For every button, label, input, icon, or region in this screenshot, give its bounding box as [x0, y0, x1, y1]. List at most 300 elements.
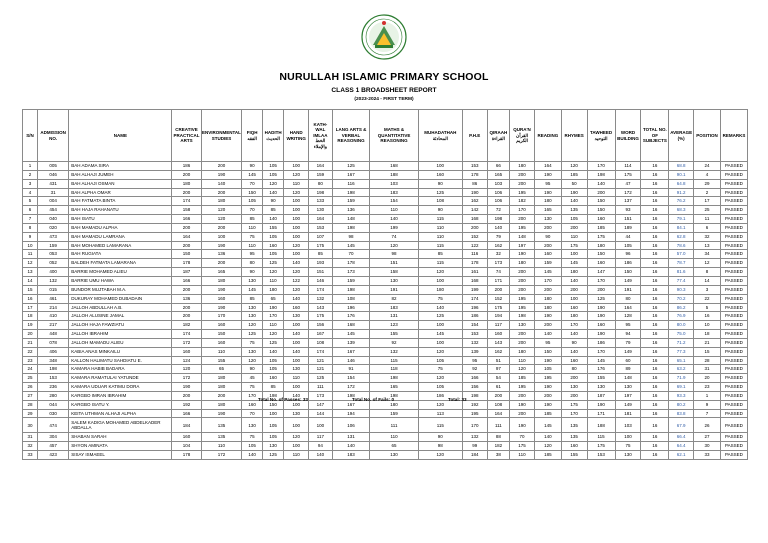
table-cell: 77.3: [669, 347, 694, 356]
table-cell: 4: [23, 188, 38, 197]
table-cell: 116: [332, 179, 370, 188]
table-cell: 170: [561, 409, 587, 418]
table-cell: 132: [38, 276, 69, 285]
table-cell: 75: [242, 232, 262, 241]
table-cell: KEITA UTHMAN ALHAJI ALPHA: [69, 409, 172, 418]
table-cell: PASSED: [720, 383, 747, 392]
table-cell: 172: [172, 374, 201, 383]
table-cell: 167: [332, 347, 370, 356]
table-cell: 200: [534, 223, 561, 232]
table-cell: KARGBO IMRAN IBRAHIM: [69, 391, 172, 400]
table-cell: 12: [23, 259, 38, 268]
table-cell: 31: [38, 188, 69, 197]
table-cell: 160: [561, 442, 587, 451]
table-cell: 105: [262, 418, 284, 433]
table-cell: 164: [172, 232, 201, 241]
table-cell: 410: [38, 312, 69, 321]
table-cell: 85: [242, 215, 262, 224]
table-cell: 130: [242, 418, 262, 433]
table-cell: 120: [242, 356, 262, 365]
table-cell: 190: [510, 400, 535, 409]
table-cell: 132: [462, 433, 487, 442]
table-cell: 162: [487, 241, 510, 250]
table-cell: 190: [534, 356, 561, 365]
table-cell: 153: [587, 451, 615, 460]
table-cell: 160: [587, 215, 615, 224]
table-cell: 103: [615, 418, 641, 433]
table-cell: 90: [242, 162, 262, 171]
table-cell: 153: [462, 330, 487, 339]
table-cell: 186: [587, 338, 615, 347]
table-cell: 159: [332, 276, 370, 285]
table-cell: 80: [242, 259, 262, 268]
table-cell: 16: [641, 276, 669, 285]
table-cell: 180: [201, 374, 242, 383]
table-cell: 140: [284, 330, 309, 339]
table-cell: 178: [172, 451, 201, 460]
table-cell: 120: [284, 170, 309, 179]
table-cell: 168: [462, 276, 487, 285]
table-cell: 125: [262, 338, 284, 347]
table-cell: 165: [534, 206, 561, 215]
table-cell: 115: [587, 433, 615, 442]
table-cell: 151: [615, 215, 641, 224]
table-cell: 100: [561, 250, 587, 259]
table-cell: 120: [418, 347, 462, 356]
table-cell: 180: [561, 268, 587, 277]
table-cell: 190: [462, 188, 487, 197]
table-cell: 105: [262, 356, 284, 365]
table-cell: 150: [615, 268, 641, 277]
table-cell: 115: [418, 241, 462, 250]
table-cell: 200: [510, 179, 535, 188]
table-cell: 193: [309, 259, 333, 268]
table-cell: 135: [561, 433, 587, 442]
table-cell: 145: [242, 285, 262, 294]
table-cell: PASSED: [720, 268, 747, 277]
table-row: [23, 338, 748, 347]
table-cell: 80.2: [669, 400, 694, 409]
table-cell: 140: [262, 188, 284, 197]
table-cell: 183: [332, 451, 370, 460]
session-label: (2023-2024 - FIRST TERM): [354, 97, 414, 102]
table-cell: 100: [262, 409, 284, 418]
table-cell: 200: [587, 188, 615, 197]
table-cell: 74: [487, 268, 510, 277]
table-cell: 150: [587, 250, 615, 259]
table-cell: 140: [262, 347, 284, 356]
table-cell: 16: [641, 250, 669, 259]
table-cell: 16: [641, 330, 669, 339]
table-cell: 155: [262, 223, 284, 232]
table-cell: 16: [641, 179, 669, 188]
table-cell: 150: [242, 188, 262, 197]
table-cell: 198: [332, 285, 370, 294]
table-cell: 145: [561, 259, 587, 268]
table-cell: 190: [587, 330, 615, 339]
table-cell: 74: [370, 232, 418, 241]
table-cell: 100: [284, 321, 309, 330]
table-cell: 125: [242, 330, 262, 339]
table-cell: 30: [694, 442, 721, 451]
table-cell: 16: [694, 312, 721, 321]
table-cell: 76.2: [669, 197, 694, 206]
table-cell: 140: [309, 451, 333, 460]
table-cell: 173: [487, 259, 510, 268]
table-cell: 86: [462, 179, 487, 188]
table-cell: 16: [641, 418, 669, 433]
table-cell: 182: [487, 442, 510, 451]
table-cell: 046: [38, 170, 69, 179]
table-cell: 110: [201, 442, 242, 451]
table-cell: 106: [487, 188, 510, 197]
column-header: POSITION: [694, 110, 721, 162]
table-cell: 148: [615, 374, 641, 383]
table-cell: 130: [534, 215, 561, 224]
table-cell: 198: [262, 391, 284, 400]
table-cell: 149: [615, 347, 641, 356]
table-cell: 172: [172, 338, 201, 347]
table-cell: 120: [284, 268, 309, 277]
table-cell: 159: [332, 197, 370, 206]
table-cell: 200: [510, 330, 535, 339]
table-cell: 130: [242, 312, 262, 321]
table-cell: 92: [462, 365, 487, 374]
table-cell: 16: [641, 215, 669, 224]
table-cell: 236: [38, 383, 69, 392]
table-cell: 186: [462, 312, 487, 321]
table-cell: 90: [242, 365, 262, 374]
table-cell: 186: [418, 391, 462, 400]
table-cell: 140: [332, 442, 370, 451]
table-cell: 61: [487, 383, 510, 392]
table-cell: KAMARA UDUAR KATIMU DORA: [69, 383, 172, 392]
table-cell: 105: [561, 215, 587, 224]
table-cell: 79: [615, 338, 641, 347]
table-cell: 189: [615, 223, 641, 232]
table-cell: PASSED: [720, 188, 747, 197]
table-cell: 198: [38, 365, 69, 374]
table-cell: BARRIE MOHAMED ALIEU: [69, 268, 172, 277]
table-cell: 200: [462, 223, 487, 232]
total-count: Total: 33: [448, 397, 467, 402]
table-cell: 111: [487, 418, 510, 433]
column-header: QIRAAH القراءة: [487, 110, 510, 162]
table-cell: 200: [172, 312, 201, 321]
table-cell: 140: [262, 215, 284, 224]
table-cell: 160: [172, 347, 201, 356]
table-cell: 68.8: [669, 162, 694, 171]
table-cell: 423: [38, 451, 69, 460]
table-cell: 90: [262, 197, 284, 206]
table-cell: 190: [201, 409, 242, 418]
table-cell: PASSED: [720, 347, 747, 356]
table-cell: 16: [641, 338, 669, 347]
table-cell: 20: [694, 374, 721, 383]
table-cell: 140: [201, 179, 242, 188]
table-cell: KARGBO ISATU Y.: [69, 400, 172, 409]
table-cell: 173: [309, 391, 333, 400]
table-cell: 178: [462, 170, 487, 179]
table-cell: 172: [201, 451, 242, 460]
table-cell: 94: [309, 442, 333, 451]
table-cell: 140: [284, 294, 309, 303]
table-cell: 136: [172, 294, 201, 303]
table-row: [23, 330, 748, 339]
table-cell: 155: [587, 374, 615, 383]
table-cell: JALLOH ALUSINE JAMAL: [69, 312, 172, 321]
table-cell: 3: [694, 285, 721, 294]
table-cell: 71.9: [669, 374, 694, 383]
table-cell: 105: [262, 170, 284, 179]
column-header: CREATIVE PRACTICAL ARTS: [172, 110, 201, 162]
table-cell: 107: [309, 232, 333, 241]
table-cell: 200: [510, 276, 535, 285]
table-cell: 195: [510, 303, 535, 312]
table-cell: PASSED: [720, 391, 747, 400]
table-cell: 8: [694, 268, 721, 277]
table-cell: 200: [510, 285, 535, 294]
table-cell: 90: [418, 179, 462, 188]
table-cell: 156: [462, 383, 487, 392]
table-cell: 16: [23, 294, 38, 303]
table-cell: 120: [172, 365, 201, 374]
table-cell: 110: [284, 451, 309, 460]
table-cell: 1: [23, 162, 38, 171]
table-cell: 198: [332, 391, 370, 400]
table-cell: BAH ALHAJI OSMAN: [69, 179, 172, 188]
table-cell: 62.8: [669, 232, 694, 241]
table-cell: 180: [510, 162, 535, 171]
table-cell: 16: [641, 312, 669, 321]
table-cell: 200: [561, 285, 587, 294]
table-cell: 130: [615, 383, 641, 392]
table-cell: 175: [487, 303, 510, 312]
table-row: [23, 259, 748, 268]
table-cell: 116: [462, 250, 487, 259]
table-cell: 25: [694, 206, 721, 215]
table-cell: 151: [370, 259, 418, 268]
table-cell: 175: [615, 170, 641, 179]
table-cell: 86.2: [669, 303, 694, 312]
table-cell: PASSED: [720, 162, 747, 171]
table-cell: 431: [38, 179, 69, 188]
table-cell: PASSED: [720, 374, 747, 383]
table-cell: 160: [487, 330, 510, 339]
table-cell: 75.0: [669, 330, 694, 339]
table-cell: 140: [370, 215, 418, 224]
table-cell: 135: [201, 433, 242, 442]
table-cell: 95: [534, 179, 561, 188]
table-cell: BAH HAJA RAHANATU: [69, 206, 172, 215]
table-row: [23, 206, 748, 215]
table-cell: 94: [615, 330, 641, 339]
table-cell: 90: [534, 232, 561, 241]
table-cell: 171: [487, 276, 510, 285]
table-cell: 191: [370, 285, 418, 294]
table-cell: 200: [510, 391, 535, 400]
table-cell: 030: [38, 409, 69, 418]
table-cell: 200: [201, 162, 242, 171]
table-cell: 21: [694, 338, 721, 347]
table-cell: 16: [641, 383, 669, 392]
table-cell: 180: [561, 312, 587, 321]
table-cell: 406: [38, 347, 69, 356]
table-row: [23, 294, 748, 303]
table-cell: BAH MOHAMED LAMARANA: [69, 241, 172, 250]
table-cell: 98: [418, 442, 462, 451]
table-cell: 198: [332, 188, 370, 197]
table-cell: 200: [172, 170, 201, 179]
table-cell: 10: [694, 321, 721, 330]
table-cell: 90: [242, 268, 262, 277]
table-cell: 200: [487, 285, 510, 294]
table-cell: 121: [309, 356, 333, 365]
table-cell: 110: [284, 374, 309, 383]
table-cell: 143: [487, 338, 510, 347]
table-cell: 166: [172, 215, 201, 224]
table-cell: PASSED: [720, 294, 747, 303]
header-row: [23, 110, 748, 162]
table-cell: 16: [641, 232, 669, 241]
table-cell: 120: [561, 162, 587, 171]
table-cell: 178: [462, 259, 487, 268]
table-cell: 164: [309, 162, 333, 171]
table-cell: PASSED: [720, 241, 747, 250]
table-cell: 150: [262, 400, 284, 409]
table-cell: 16: [641, 365, 669, 374]
table-cell: 130: [370, 451, 418, 460]
table-cell: PASSED: [720, 451, 747, 460]
table-cell: 105: [242, 197, 262, 206]
table-cell: 150: [587, 197, 615, 206]
table-cell: 24: [23, 365, 38, 374]
table-cell: 14: [23, 276, 38, 285]
table-cell: 132: [370, 347, 418, 356]
table-cell: 136: [332, 206, 370, 215]
table-cell: 3: [23, 179, 38, 188]
table-cell: 110: [418, 232, 462, 241]
table-cell: 90: [561, 338, 587, 347]
table-cell: 142: [462, 206, 487, 215]
table-cell: 176: [587, 365, 615, 374]
table-cell: 200: [201, 223, 242, 232]
table-cell: 198: [462, 391, 487, 400]
table-cell: 146: [332, 356, 370, 365]
table-cell: 125: [309, 374, 333, 383]
column-header: MATHS & QUANTITATIVE REASONING: [370, 110, 418, 162]
table-cell: 65: [262, 294, 284, 303]
table-cell: 150: [172, 250, 201, 259]
table-cell: 156: [309, 321, 333, 330]
table-cell: 78.6: [669, 241, 694, 250]
table-cell: 198: [309, 188, 333, 197]
table-cell: PASSED: [720, 321, 747, 330]
table-cell: 15: [694, 347, 721, 356]
table-cell: 70: [242, 409, 262, 418]
table-cell: 172: [615, 188, 641, 197]
table-cell: 130: [242, 303, 262, 312]
table-cell: 25: [23, 374, 38, 383]
table-cell: 108: [418, 197, 462, 206]
table-cell: 180: [172, 179, 201, 188]
table-cell: 23: [23, 356, 38, 365]
table-cell: 180: [587, 241, 615, 250]
table-cell: 195: [510, 188, 535, 197]
table-cell: JALLOH ABDULLAH A.B.: [69, 303, 172, 312]
table-cell: 103: [370, 179, 418, 188]
table-cell: 120: [284, 433, 309, 442]
table-cell: 164: [534, 162, 561, 171]
table-cell: 118: [370, 365, 418, 374]
table-cell: 200: [172, 303, 201, 312]
table-cell: 174: [462, 294, 487, 303]
table-cell: 82: [370, 294, 418, 303]
table-cell: 108: [309, 338, 333, 347]
table-cell: 137: [615, 197, 641, 206]
table-cell: 152: [462, 232, 487, 241]
table-cell: 135: [561, 418, 587, 433]
table-cell: 31: [23, 433, 38, 442]
table-cell: 136: [201, 250, 242, 259]
table-cell: 200: [534, 241, 561, 250]
table-cell: 164: [615, 303, 641, 312]
table-cell: PASSED: [720, 250, 747, 259]
table-cell: 200: [201, 391, 242, 400]
table-cell: 168: [462, 215, 487, 224]
table-cell: 181: [615, 409, 641, 418]
table-cell: 122: [462, 241, 487, 250]
table-cell: 85: [418, 250, 462, 259]
table-cell: 65.1: [669, 356, 694, 365]
table-cell: 159: [534, 259, 561, 268]
table-cell: 167: [332, 170, 370, 179]
table-cell: 120: [284, 241, 309, 250]
table-cell: 110: [242, 223, 262, 232]
table-cell: PASSED: [720, 442, 747, 451]
table-cell: 34: [694, 250, 721, 259]
table-cell: 198: [332, 223, 370, 232]
table-cell: 16: [641, 259, 669, 268]
table-cell: 111: [309, 383, 333, 392]
table-cell: 190: [561, 188, 587, 197]
table-cell: 66: [487, 162, 510, 171]
table-cell: 4: [694, 170, 721, 179]
table-cell: 153: [309, 223, 333, 232]
table-cell: 143: [309, 303, 333, 312]
table-cell: 75: [418, 365, 462, 374]
table-cell: 140: [561, 276, 587, 285]
table-row: [23, 356, 748, 365]
table-cell: 18: [694, 330, 721, 339]
table-row: [23, 303, 748, 312]
table-cell: 75: [242, 383, 262, 392]
table-cell: 80: [615, 294, 641, 303]
table-cell: 105: [262, 433, 284, 442]
table-cell: 33: [23, 451, 38, 460]
table-cell: 120: [262, 330, 284, 339]
table-cell: 159: [370, 409, 418, 418]
table-cell: JALLOH HAJA FAWZIATU: [69, 321, 172, 330]
table-cell: 199: [462, 285, 487, 294]
table-cell: 90: [418, 206, 462, 215]
table-cell: 22: [694, 294, 721, 303]
table-cell: 108: [332, 294, 370, 303]
table-cell: 140: [487, 223, 510, 232]
table-cell: 131: [370, 312, 418, 321]
table-cell: 140: [561, 330, 587, 339]
table-cell: 044: [38, 400, 69, 409]
